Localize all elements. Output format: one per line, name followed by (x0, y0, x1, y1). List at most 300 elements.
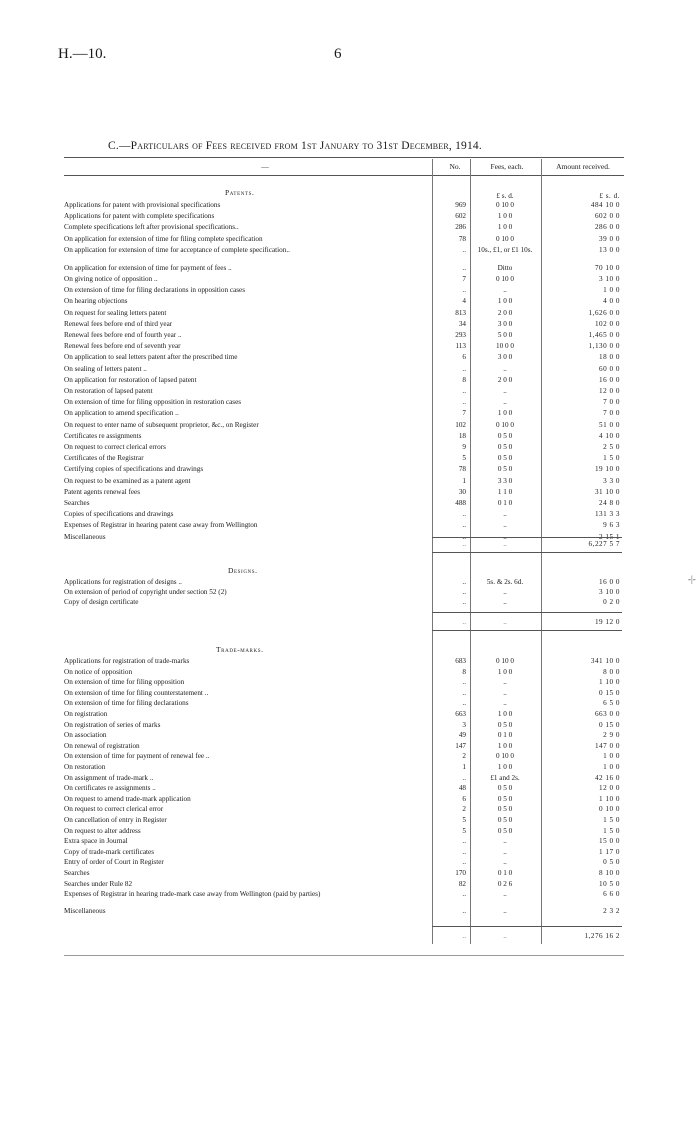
trade-marks-total-rule-top (432, 926, 622, 927)
table-title-text: Particulars of Fees received from 1st January to 31st December, 1914. (130, 140, 482, 152)
trade-marks-description-cell: On extension of time for filing declarations (64, 699, 189, 708)
patents-row (0, 376, 700, 385)
column-header-amount: Amount received. (556, 162, 610, 171)
trade-marks-no-cell: 8 (462, 667, 466, 676)
designs-total-row (0, 618, 700, 627)
section-title-designs: Designs. (228, 566, 258, 575)
trade-marks-amount-cell: 1 5 0 (603, 816, 620, 824)
trade-marks-description-cell: On cancellation of entry in Register (64, 816, 167, 824)
patents-fee-cell: 1 0 0 (497, 409, 513, 418)
patents-fee-cell: 2 0 0 (497, 308, 513, 317)
patents-amount-cell: 18 0 0 (599, 353, 620, 362)
trade-marks-row (0, 880, 700, 889)
trade-marks-amount-cell: 0 5 0 (603, 858, 620, 867)
patents-amount-cell: 70 10 0 (594, 263, 620, 272)
patents-no-cell: 286 (455, 223, 466, 232)
patents-description-cell: Renewal fees before end of seventh year (64, 342, 181, 351)
patents-amount-cell: 1,626 0 0 (588, 308, 620, 317)
trade-marks-fee-cell: 0 2 6 (497, 879, 513, 888)
patents-fee-cell: Ditto (497, 263, 513, 272)
patents-fee-cell: 10s., £1, or £1 10s. (477, 245, 533, 254)
patents-description-cell: Searches (64, 498, 90, 507)
trade-marks-amount-cell: 2 3 2 (603, 907, 620, 916)
trade-marks-row (0, 731, 700, 740)
trade-marks-row (0, 763, 700, 772)
patents-amount-cell: 31 10 0 (594, 487, 620, 496)
patents-description-cell: Patent agents renewal fees (64, 487, 141, 496)
trade-marks-description-cell: On request to amend trade-mark application (64, 794, 191, 803)
trade-marks-fee-cell: .. (503, 858, 507, 867)
patents-description-cell: On hearing objections (64, 297, 128, 306)
patents-fee-cell: .. (503, 398, 507, 407)
trade-marks-fee-cell: £1 and 2s. (490, 773, 520, 782)
trade-marks-no-cell: .. (462, 688, 466, 697)
designs-total-fee: .. (503, 618, 507, 626)
trade-marks-row (0, 668, 700, 677)
trade-marks-description-cell: Copy of trade-mark certificates (64, 847, 155, 856)
patents-fee-cell: 1 0 0 (497, 212, 513, 221)
trade-marks-row (0, 752, 700, 761)
trade-marks-row (0, 837, 700, 846)
trade-marks-amount-cell: 1 5 0 (603, 826, 620, 835)
patents-amount-cell: 1,465 0 0 (588, 330, 620, 339)
patents-amount-cell: 19 10 0 (594, 465, 620, 474)
patents-description-cell: On sealing of letters patent .. (64, 364, 147, 373)
patents-row (0, 309, 700, 318)
patents-row (0, 246, 700, 255)
trade-marks-fee-cell: 0 1 0 (497, 869, 513, 877)
trade-marks-amount-cell: 8 10 0 (599, 869, 620, 877)
designs-description-cell: On extension of period of copyright under section 52 (2) (64, 588, 227, 597)
trade-marks-row (0, 858, 700, 867)
patents-row (0, 235, 700, 244)
patents-row (0, 488, 700, 497)
patents-row (0, 454, 700, 463)
patents-description-cell: On application to seal letters patent after the prescribed time (64, 353, 238, 362)
patents-description-cell: Applications for patent with complete specifications (64, 212, 215, 221)
patents-fee-cell: 0 10 0 (496, 234, 514, 243)
trade-marks-description-cell: Entry of order of Court in Register (64, 858, 164, 867)
trade-marks-fee-cell: .. (503, 678, 507, 687)
designs-fee-cell: 5s. & 2s. 6d. (486, 578, 524, 586)
trade-marks-row (0, 742, 700, 751)
trade-marks-amount-cell: 1 10 0 (599, 794, 620, 803)
patents-no-cell: 969 (455, 201, 466, 209)
patents-row (0, 201, 700, 210)
trade-marks-fee-cell: .. (503, 837, 507, 846)
trade-marks-amount-cell: 2 9 0 (603, 731, 620, 740)
trade-marks-amount-cell: 663 0 0 (594, 710, 620, 718)
trade-marks-row (0, 774, 700, 783)
patents-description-cell: Certificates re assignments (64, 431, 142, 440)
patents-amount-cell: 286 0 0 (594, 223, 620, 232)
patents-total-rule-top (432, 537, 622, 538)
designs-no-cell: .. (462, 598, 466, 607)
patents-no-cell: .. (462, 364, 466, 373)
patents-no-cell: 30 (458, 487, 466, 496)
trade-marks-row (0, 795, 700, 804)
patents-no-cell: .. (462, 398, 466, 407)
patents-no-cell: .. (462, 263, 466, 272)
patents-no-cell: 7 (462, 274, 466, 283)
patents-description-cell: Certifying copies of specifications and drawings (64, 465, 204, 474)
trade-marks-description-cell: On restoration (64, 763, 106, 771)
patents-row (0, 286, 700, 295)
designs-description-cell: Applications for registration of designs .. (64, 578, 182, 586)
patents-description-cell: On giving notice of opposition .. (64, 274, 158, 283)
top-rule (64, 157, 624, 158)
patents-no-cell: 813 (455, 308, 466, 317)
trade-marks-total-fee: .. (503, 932, 507, 940)
patents-row (0, 223, 700, 232)
trade-marks-no-cell: 3 (462, 720, 466, 729)
patents-description-cell: Complete specifications left after provisional specifications.. (64, 223, 239, 232)
patents-fee-cell: 1 0 0 (497, 297, 513, 306)
patents-row (0, 499, 700, 508)
patents-no-cell: 9 (462, 442, 466, 451)
trade-marks-description-cell: Expenses of Registrar in hearing trade-mark case away from Wellington (paid by parties) (64, 890, 321, 899)
patents-no-cell: .. (462, 510, 466, 519)
patents-row (0, 212, 700, 221)
patents-row (0, 342, 700, 351)
patents-fee-cell: 3 0 0 (497, 353, 513, 362)
designs-amount-cell: 3 10 0 (599, 588, 620, 597)
patents-no-cell: 78 (458, 234, 466, 243)
column-header-no: No. (449, 162, 461, 171)
trade-marks-no-cell: 2 (462, 752, 466, 761)
patents-no-cell: .. (462, 521, 466, 530)
patents-description-cell: Renewal fees before end of third year (64, 319, 173, 328)
patents-row (0, 297, 700, 306)
trade-marks-fee-cell: 1 0 0 (497, 741, 513, 750)
patents-no-cell: 1 (462, 476, 466, 485)
patents-row (0, 320, 700, 329)
trade-marks-total-no: .. (462, 932, 466, 940)
patents-row (0, 432, 700, 441)
patents-row (0, 421, 700, 430)
trade-marks-amount-cell: 6 5 0 (603, 699, 620, 708)
trade-marks-no-cell: .. (462, 907, 466, 916)
trade-marks-row (0, 784, 700, 793)
margin-mark: -|- (688, 574, 696, 584)
trade-marks-amount-cell: 1 17 0 (599, 847, 620, 856)
trade-marks-fee-cell: 0 5 0 (497, 794, 513, 803)
trade-marks-row (0, 805, 700, 814)
trade-marks-fee-cell: 0 5 0 (497, 805, 513, 814)
patents-fee-cell: 1 0 0 (497, 223, 513, 232)
designs-total-rule-top (432, 612, 622, 613)
trade-marks-row (0, 890, 700, 899)
patents-amount-cell: 12 0 0 (599, 386, 620, 395)
patents-fee-cell: 0 10 0 (496, 274, 514, 283)
table-title-prefix: C.— (108, 140, 131, 152)
patents-fee-cell: .. (503, 286, 507, 295)
trade-marks-fee-cell: .. (503, 847, 507, 856)
trade-marks-row (0, 827, 700, 836)
patents-fee-cell: 3 0 0 (497, 319, 513, 328)
designs-row (0, 598, 700, 607)
patents-no-cell: 78 (458, 465, 466, 474)
patents-amount-cell: 4 10 0 (599, 431, 620, 440)
trade-marks-no-cell: 5 (462, 826, 466, 835)
patents-total-amount: 6,227 5 7 (588, 540, 620, 548)
trade-marks-amount-cell: 0 15 0 (599, 720, 620, 729)
patents-description-cell: On application for extension of time for acceptance of complete specification.. (64, 245, 290, 254)
trade-marks-fee-cell: 0 1 0 (497, 731, 513, 740)
trade-marks-row (0, 721, 700, 730)
patents-row (0, 365, 700, 374)
trade-marks-description-cell: On registration of series of marks (64, 720, 161, 729)
section-title-patents: Patents. (225, 188, 255, 197)
patents-amount-cell: 24 8 0 (599, 498, 620, 507)
patents-amount-cell: 9 6 3 (603, 521, 620, 530)
patents-amount-cell: 1 0 0 (603, 286, 620, 295)
patents-description-cell: Certificates of the Registrar (64, 454, 144, 463)
patents-no-cell: 5 (462, 454, 466, 463)
trade-marks-row (0, 689, 700, 698)
trade-marks-description-cell: On assignment of trade-mark .. (64, 773, 154, 782)
patents-no-cell: .. (462, 386, 466, 395)
patents-row (0, 510, 700, 519)
trade-marks-amount-cell: 15 0 0 (599, 837, 620, 846)
designs-fee-cell: .. (503, 598, 507, 607)
patents-description-cell: Miscellaneous (64, 532, 106, 541)
patents-fee-cell: .. (503, 364, 507, 373)
header-rule (64, 175, 624, 176)
patents-description-cell: On request to be examined as a patent agent (64, 476, 191, 485)
designs-total-amount: 19 12 0 (594, 618, 620, 626)
trade-marks-no-cell: 82 (458, 879, 466, 888)
trade-marks-amount-cell: 8 0 0 (603, 667, 620, 676)
designs-description-cell: Copy of design certificate (64, 598, 139, 607)
trade-marks-description-cell: On request to alter address (64, 826, 141, 835)
patents-no-cell: 102 (455, 420, 466, 429)
units-row (0, 192, 700, 201)
patents-row (0, 387, 700, 396)
trade-marks-no-cell: .. (462, 773, 466, 782)
patents-amount-cell: 1 5 0 (603, 454, 620, 463)
trade-marks-description-cell: Extra space in Journal (64, 837, 128, 846)
patents-amount-cell: 1,130 0 0 (588, 342, 620, 351)
designs-no-cell: .. (462, 578, 466, 586)
patents-row (0, 409, 700, 418)
patents-fee-cell: .. (503, 521, 507, 530)
patents-fee-cell: 10 0 0 (496, 342, 514, 351)
designs-amount-cell: 16 0 0 (599, 578, 620, 586)
spacer (542, 181, 622, 182)
trade-marks-row (0, 678, 700, 687)
trade-marks-fee-cell: 0 5 0 (497, 826, 513, 835)
patents-fee-cell: .. (503, 386, 507, 395)
trade-marks-fee-cell: .. (503, 907, 507, 916)
trade-marks-amount-cell: 42 16 0 (594, 773, 620, 782)
patents-amount-cell: 39 0 0 (599, 234, 620, 243)
patents-description-cell: On restoration of lapsed patent (64, 386, 153, 395)
designs-no-cell: .. (462, 588, 466, 597)
trade-marks-description-cell: On extension of time for payment of renewal fee .. (64, 752, 210, 761)
trade-marks-row (0, 907, 700, 916)
fee-units: £ s. d. (496, 192, 514, 200)
patents-no-cell: 293 (455, 330, 466, 339)
patents-amount-cell: 2 15 1 (599, 532, 620, 541)
patents-amount-cell: 602 0 0 (594, 212, 620, 221)
trade-marks-no-cell: 663 (455, 710, 466, 718)
trade-marks-fee-cell: 0 5 0 (497, 816, 513, 824)
trade-marks-row (0, 657, 700, 666)
document-reference: H.—10. (58, 46, 107, 62)
patents-row (0, 477, 700, 486)
patents-no-cell: 8 (462, 375, 466, 384)
patents-row (0, 443, 700, 452)
page-number: 6 (334, 46, 342, 62)
column-header-description: — (261, 162, 269, 171)
patents-description-cell: Expenses of Registrar in hearing patent case away from Wellington (64, 521, 258, 530)
bottom-rule (64, 955, 624, 956)
amount-units: £ s. d. (599, 192, 620, 200)
trade-marks-no-cell: .. (462, 837, 466, 846)
patents-description-cell: On request to correct clerical errors (64, 442, 166, 451)
patents-total-fee: .. (503, 540, 507, 548)
patents-amount-cell: 60 0 0 (599, 364, 620, 373)
designs-row (0, 578, 700, 587)
patents-amount-cell: 102 0 0 (594, 319, 620, 328)
patents-fee-cell: 0 5 0 (497, 442, 513, 451)
trade-marks-no-cell: .. (462, 699, 466, 708)
trade-marks-description-cell: Applications for registration of trade-marks (64, 657, 190, 665)
patents-no-cell: 18 (458, 431, 466, 440)
trade-marks-no-cell: 1 (462, 763, 466, 771)
column-header-fees-each: Fees, each. (490, 162, 524, 171)
patents-fee-cell: 0 10 0 (496, 201, 514, 209)
patents-fee-cell: 0 10 0 (496, 420, 514, 429)
trade-marks-description-cell: On certificates re assignments .. (64, 784, 156, 793)
patents-no-cell: .. (462, 286, 466, 295)
trade-marks-fee-cell: .. (503, 890, 507, 899)
patents-fee-cell: 3 3 0 (497, 476, 513, 485)
patents-description-cell: On request to enter name of subsequent proprietor, &c., on Register (64, 420, 259, 429)
patents-description-cell: Applications for patent with provisional specifications (64, 201, 221, 209)
patents-no-cell: 7 (462, 409, 466, 418)
patents-amount-cell: 7 0 0 (603, 409, 620, 418)
patents-no-cell: 113 (455, 342, 466, 351)
patents-description-cell: On application for restoration of lapsed patent (64, 375, 197, 384)
patents-amount-cell: 16 0 0 (599, 375, 620, 384)
patents-description-cell: On application for extension of time for payment of fees .. (64, 263, 232, 272)
patents-row (0, 331, 700, 340)
trade-marks-no-cell: .. (462, 678, 466, 687)
trade-marks-amount-cell: 12 0 0 (599, 784, 620, 793)
patents-amount-cell: 4 0 0 (603, 297, 620, 306)
trade-marks-amount-cell: 1 0 0 (603, 763, 620, 771)
trade-marks-description-cell: On notice of opposition (64, 667, 133, 676)
trade-marks-amount-cell: 0 15 0 (599, 688, 620, 697)
trade-marks-description-cell: On association (64, 731, 107, 740)
patents-row (0, 465, 700, 474)
trade-marks-fee-cell: 1 0 0 (497, 667, 513, 676)
trade-marks-no-cell: .. (462, 858, 466, 867)
trade-marks-fee-cell: .. (503, 688, 507, 697)
patents-no-cell: 6 (462, 353, 466, 362)
patents-no-cell: 4 (462, 297, 466, 306)
patents-amount-cell: 51 0 0 (599, 420, 620, 429)
trade-marks-amount-cell: 1 10 0 (599, 678, 620, 687)
patents-description-cell: On application for extension of time for filing complete specification (64, 234, 263, 243)
designs-fee-cell: .. (503, 588, 507, 597)
patents-no-cell: .. (462, 532, 466, 541)
trade-marks-no-cell: 48 (458, 784, 466, 793)
patents-fee-cell: 2 0 0 (497, 375, 513, 384)
trade-marks-amount-cell: 147 0 0 (594, 741, 620, 750)
patents-description-cell: On request for sealing letters patent (64, 308, 167, 317)
trade-marks-fee-cell: .. (503, 699, 507, 708)
patents-fee-cell: 0 5 0 (497, 465, 513, 474)
patents-row (0, 264, 700, 273)
patents-row (0, 275, 700, 284)
patents-total-row (0, 540, 700, 549)
patents-no-cell: 34 (458, 319, 466, 328)
patents-amount-cell: 2 5 0 (603, 442, 620, 451)
trade-marks-total-amount: 1,276 16 2 (584, 932, 620, 940)
patents-row (0, 398, 700, 407)
patents-fee-cell: 0 5 0 (497, 431, 513, 440)
trade-marks-fee-cell: 0 10 0 (496, 752, 514, 761)
section-title-trade-marks: Trade-marks. (216, 645, 264, 654)
trade-marks-description-cell: On renewal of registration (64, 741, 140, 750)
patents-amount-cell: 7 0 0 (603, 398, 620, 407)
trade-marks-no-cell: .. (462, 890, 466, 899)
patents-total-rule-bottom (432, 552, 622, 553)
trade-marks-description-cell: On extension of time for filing counterstatement .. (64, 688, 209, 697)
trade-marks-fee-cell: 1 0 0 (497, 763, 513, 771)
patents-fee-cell: .. (503, 510, 507, 519)
designs-amount-cell: 0 2 0 (603, 598, 620, 607)
patents-fee-cell: 5 0 0 (497, 330, 513, 339)
trade-marks-fee-cell: 1 0 0 (497, 710, 513, 718)
trade-marks-no-cell: 2 (462, 805, 466, 814)
patents-description-cell: On extension of time for filing declarations in opposition cases (64, 286, 246, 295)
trade-marks-description-cell: On request to correct clerical error (64, 805, 164, 814)
trade-marks-no-cell: 5 (462, 816, 466, 824)
trade-marks-row (0, 869, 700, 878)
patents-description-cell: Copies of specifications and drawings (64, 510, 174, 519)
patents-no-cell: 488 (455, 498, 466, 507)
trade-marks-no-cell: 683 (455, 657, 466, 665)
patents-total-no: .. (462, 540, 466, 548)
trade-marks-row (0, 710, 700, 719)
trade-marks-description-cell: Searches under Rule 82 (64, 879, 133, 888)
patents-fee-cell: 0 5 0 (497, 454, 513, 463)
patents-fee-cell: 1 1 0 (497, 487, 513, 496)
trade-marks-no-cell: 147 (455, 741, 466, 750)
trade-marks-description-cell: On extension of time for filing opposition (64, 678, 185, 687)
trade-marks-no-cell: .. (462, 847, 466, 856)
trade-marks-amount-cell: 10 5 0 (599, 879, 620, 888)
trade-marks-amount-cell: 0 10 0 (599, 805, 620, 814)
trade-marks-description-cell: Searches (64, 869, 90, 877)
trade-marks-row (0, 848, 700, 857)
trade-marks-total-row (0, 932, 700, 941)
trade-marks-fee-cell: 0 5 0 (497, 720, 513, 729)
trade-marks-no-cell: 49 (458, 731, 466, 740)
patents-amount-cell: 131 3 3 (594, 510, 620, 519)
trade-marks-no-cell: 6 (462, 794, 466, 803)
trade-marks-amount-cell: 6 6 0 (603, 890, 620, 899)
trade-marks-row (0, 699, 700, 708)
patents-description-cell: On extension of time for filing opposition in restoration cases (64, 398, 242, 407)
trade-marks-no-cell: 170 (455, 869, 466, 877)
designs-total-rule-bottom (432, 630, 622, 631)
designs-total-no: .. (462, 618, 466, 626)
